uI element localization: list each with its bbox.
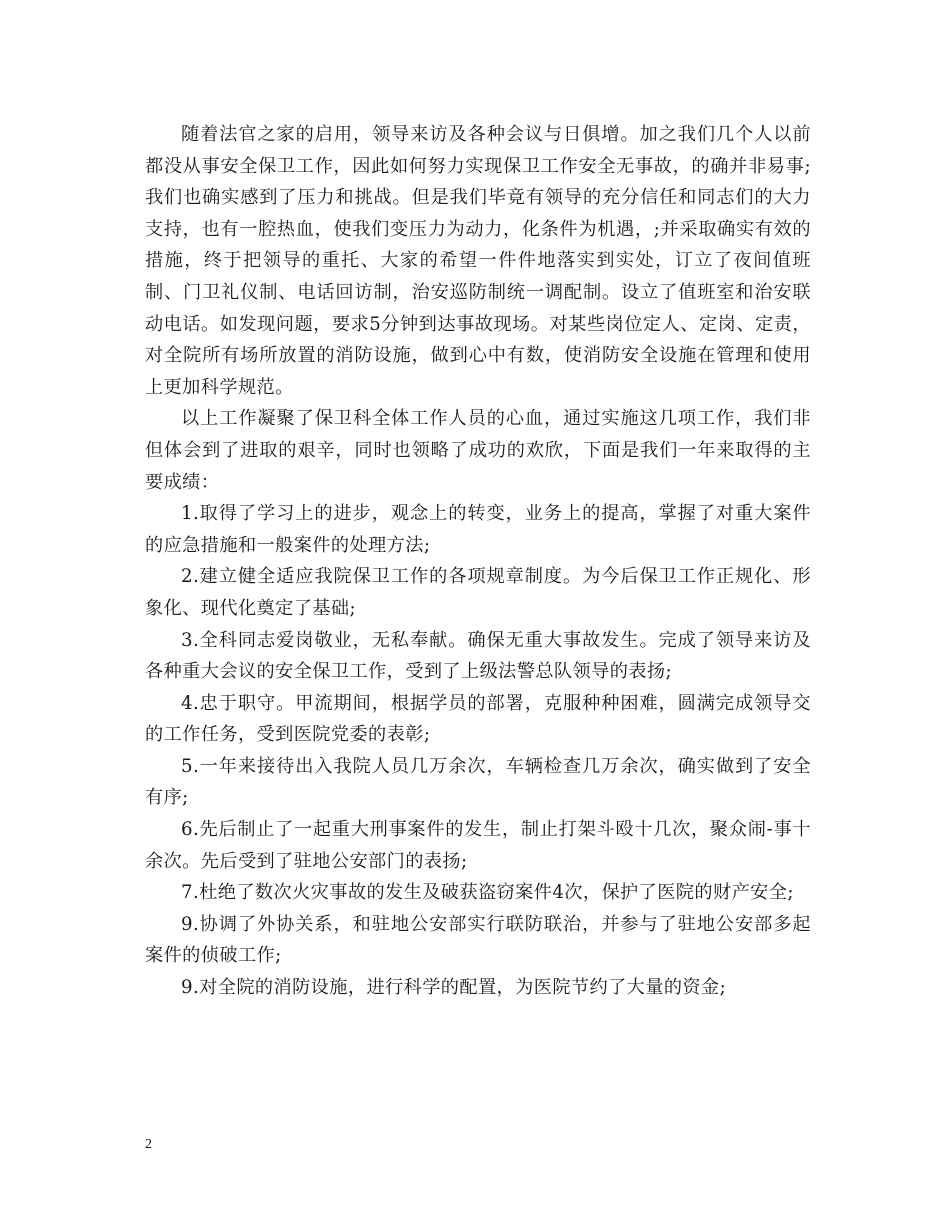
list-item-9: 9.对全院的消防设施，进行科学的配置，为医院节约了大量的资金; [181,977,727,999]
page-number: 2 [145,1137,152,1152]
document-body [145,119,811,1004]
list-item-7: 7.杜绝了数次火灾事故的发生及破获盗窃案件4次，保护了医院的财产安全; [181,882,794,904]
list-item-8: 9.协调了外协关系，和驻地公安部实行联防联治，并参与了驻地公安部多起案件的侦破工作; [145,913,811,967]
list-item-5: 5.一年来接待出入我院人员几万余次，车辆检查几万余次，确实做到了安全有序; [145,755,811,809]
list-item-3: 3.全科同志爱岗敬业，无私奉献。确保无重大事故发生。完成了领导来访及各种重大会议的安全保卫工作，受到了上级法警总队领导的表扬; [145,629,811,683]
paragraph-intro: 随着法官之家的启用，领导来访及各种会议与日俱增。加之我们几个人以前都没从事安全保卫工作，因此如何努力实现保卫工作安全无事故，的确并非易事;我们也确实感到了压力和挑战。但是我们毕竟有领导的充分信任和同志们的大力支持，也有一腔热血，使我们变压力为动力，化条件为机遇，;并采取确实有效的措施，终于把领导的重托、大家的希望一件件地落实到实处，订立了夜间值班制、门卫礼仪制、电话回访制，治安巡防制统一调配制。设立了值班室和治安联动电话。如发现问题，要求5分钟到达事故现场。对某些岗位定人、定岗、定责，对全院所有场所放置的消防设施，做到心中有数，使消防安全设施在管理和使用上更加科学规范。 [145,124,811,398]
list-item-2: 2.建立健全适应我院保卫工作的各项规章制度。为今后保卫工作正规化、形象化、现代化奠定了基础; [145,566,811,619]
list-item-1: 1.取得了学习上的进步，观念上的转变，业务上的提高，掌握了对重大案件的应急措施和一般案件的处理方法; [145,503,811,556]
list-item-4: 4.忠于职守。甲流期间，根据学员的部署，克服种种困难，圆满完成领导交的工作任务，受到医院党委的表彰; [145,692,811,746]
paragraph-summary: 以上工作凝聚了保卫科全体工作人员的心血，通过实施这几项工作，我们非但体会到了进取的艰辛，同时也领略了成功的欢欣，下面是我们一年来取得的主要成绩： [145,408,811,493]
list-item-6: 6.先后制止了一起重大刑事案件的发生，制止打架斗殴十几次，聚众闹-事十余次。先后受到了驻地公安部门的表扬; [145,819,811,872]
